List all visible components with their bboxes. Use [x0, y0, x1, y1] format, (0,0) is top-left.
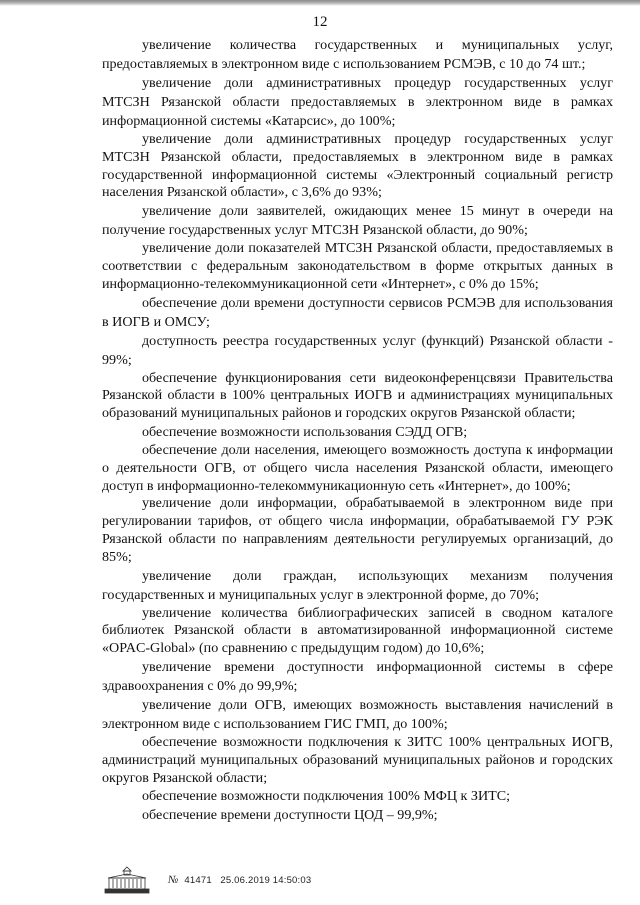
paragraph-7: доступность реестра государственных услуг (функций) Рязанской области - 99%;	[102, 332, 613, 368]
paragraph-14: увеличение времени доступности информационной системы в сфере здравоохранения с 0% до 99,9%;	[102, 658, 613, 694]
paragraph-5: увеличение доли показателей МТСЗН Рязанской области, предоставляемых в соответствии с федеральным законодательством в форме открытых данных в информационно-телекоммуникационной сети «Интернет», с 0% до 15%;	[102, 240, 613, 292]
paragraph-2: увеличение доли административных процедур государственных услуг МТСЗН Рязанской области предоставляемых в электронном виде в рамках информационной системы «Катарсис», до 100%;	[102, 75, 613, 129]
paragraph-3: увеличение доли административных процедур государственных услуг МТСЗН Рязанской области, предоставляемых в электронном виде в рамках государственной информационной системы «Электронный социальный регистр населения Рязанской области», с 3,6% до 93%;	[102, 131, 613, 201]
paragraph-9: обеспечение возможности использования СЭДД ОГВ;	[142, 423, 468, 440]
paragraph-6: обеспечение доли времени доступности сервисов РСМЭВ для использования в ИОГВ и ОМСУ;	[102, 294, 613, 330]
paragraph-18: обеспечение времени доступности ЦОД – 99,9%;	[142, 807, 438, 824]
paragraph-16: обеспечение возможности подключения к ЗИТС 100% центральных ИОГВ, администраций муниципальных образований муниципальных районов и городских округов Рязанской области;	[102, 733, 613, 786]
document-stamp-info	[168, 874, 311, 886]
paragraph-13: увеличение количества библиографических записей в сводном каталоге библиотек Рязанской области в автоматизированной информационной системе «OPAC-Global» (по сравнению с предыдущим годом) до 10,6%;	[102, 604, 613, 657]
page-number: 12	[312, 14, 328, 30]
paragraph-10: обеспечение доли населения, имеющего возможность доступа к информации о деятельности ОГВ, от общего числа населения Рязанской области, имеющего доступ в информационно-телекоммуникационную сеть «Интернет», до 100%;	[102, 441, 613, 494]
document-number-mark: №	[168, 874, 179, 886]
paragraph-17: обеспечение возможности подключения 100% МФЦ к ЗИТС;	[142, 788, 511, 805]
paragraph-1: увеличение количества государственных и муниципальных услуг, предоставляемых в электронном виде с использованием РСМЭВ, с 10 до 74 шт.;	[102, 37, 613, 72]
document-footer	[102, 866, 502, 894]
document-body	[102, 36, 613, 825]
paragraph-11: увеличение доли информации, обрабатываемой в электронном виде при регулировании тарифов, от общего числа информации, обрабатываемой ГУ РЭК Рязанской области по направлениям деятельности регулируемых организаций, до 85%;	[102, 495, 613, 565]
document-number: 41471	[184, 875, 212, 886]
government-building-logo	[102, 866, 152, 894]
paragraph-12: увеличение доли граждан, использующих механизм получения государственных и муниципальных услуг в электронной форме, до 70%;	[102, 567, 613, 603]
document-timestamp: 25.06.2019 14:50:03	[220, 875, 312, 886]
paragraph-15: увеличение доли ОГВ, имеющих возможность выставления начислений в электронном виде с использованием ГИС ГМП, до 100%;	[102, 696, 613, 732]
scan-edge	[0, 0, 640, 6]
paragraph-8: обеспечение функционирования сети видеоконференцсвязи Правительства Рязанской области в 100% центральных ИОГВ и администрациях муниципальных образований муниципальных районов и городских округов Рязанской области;	[102, 369, 613, 422]
paragraph-4: увеличение доли заявителей, ожидающих менее 15 минут в очереди на получение государственных услуг МТСЗН Рязанской области, до 90%;	[102, 203, 613, 239]
